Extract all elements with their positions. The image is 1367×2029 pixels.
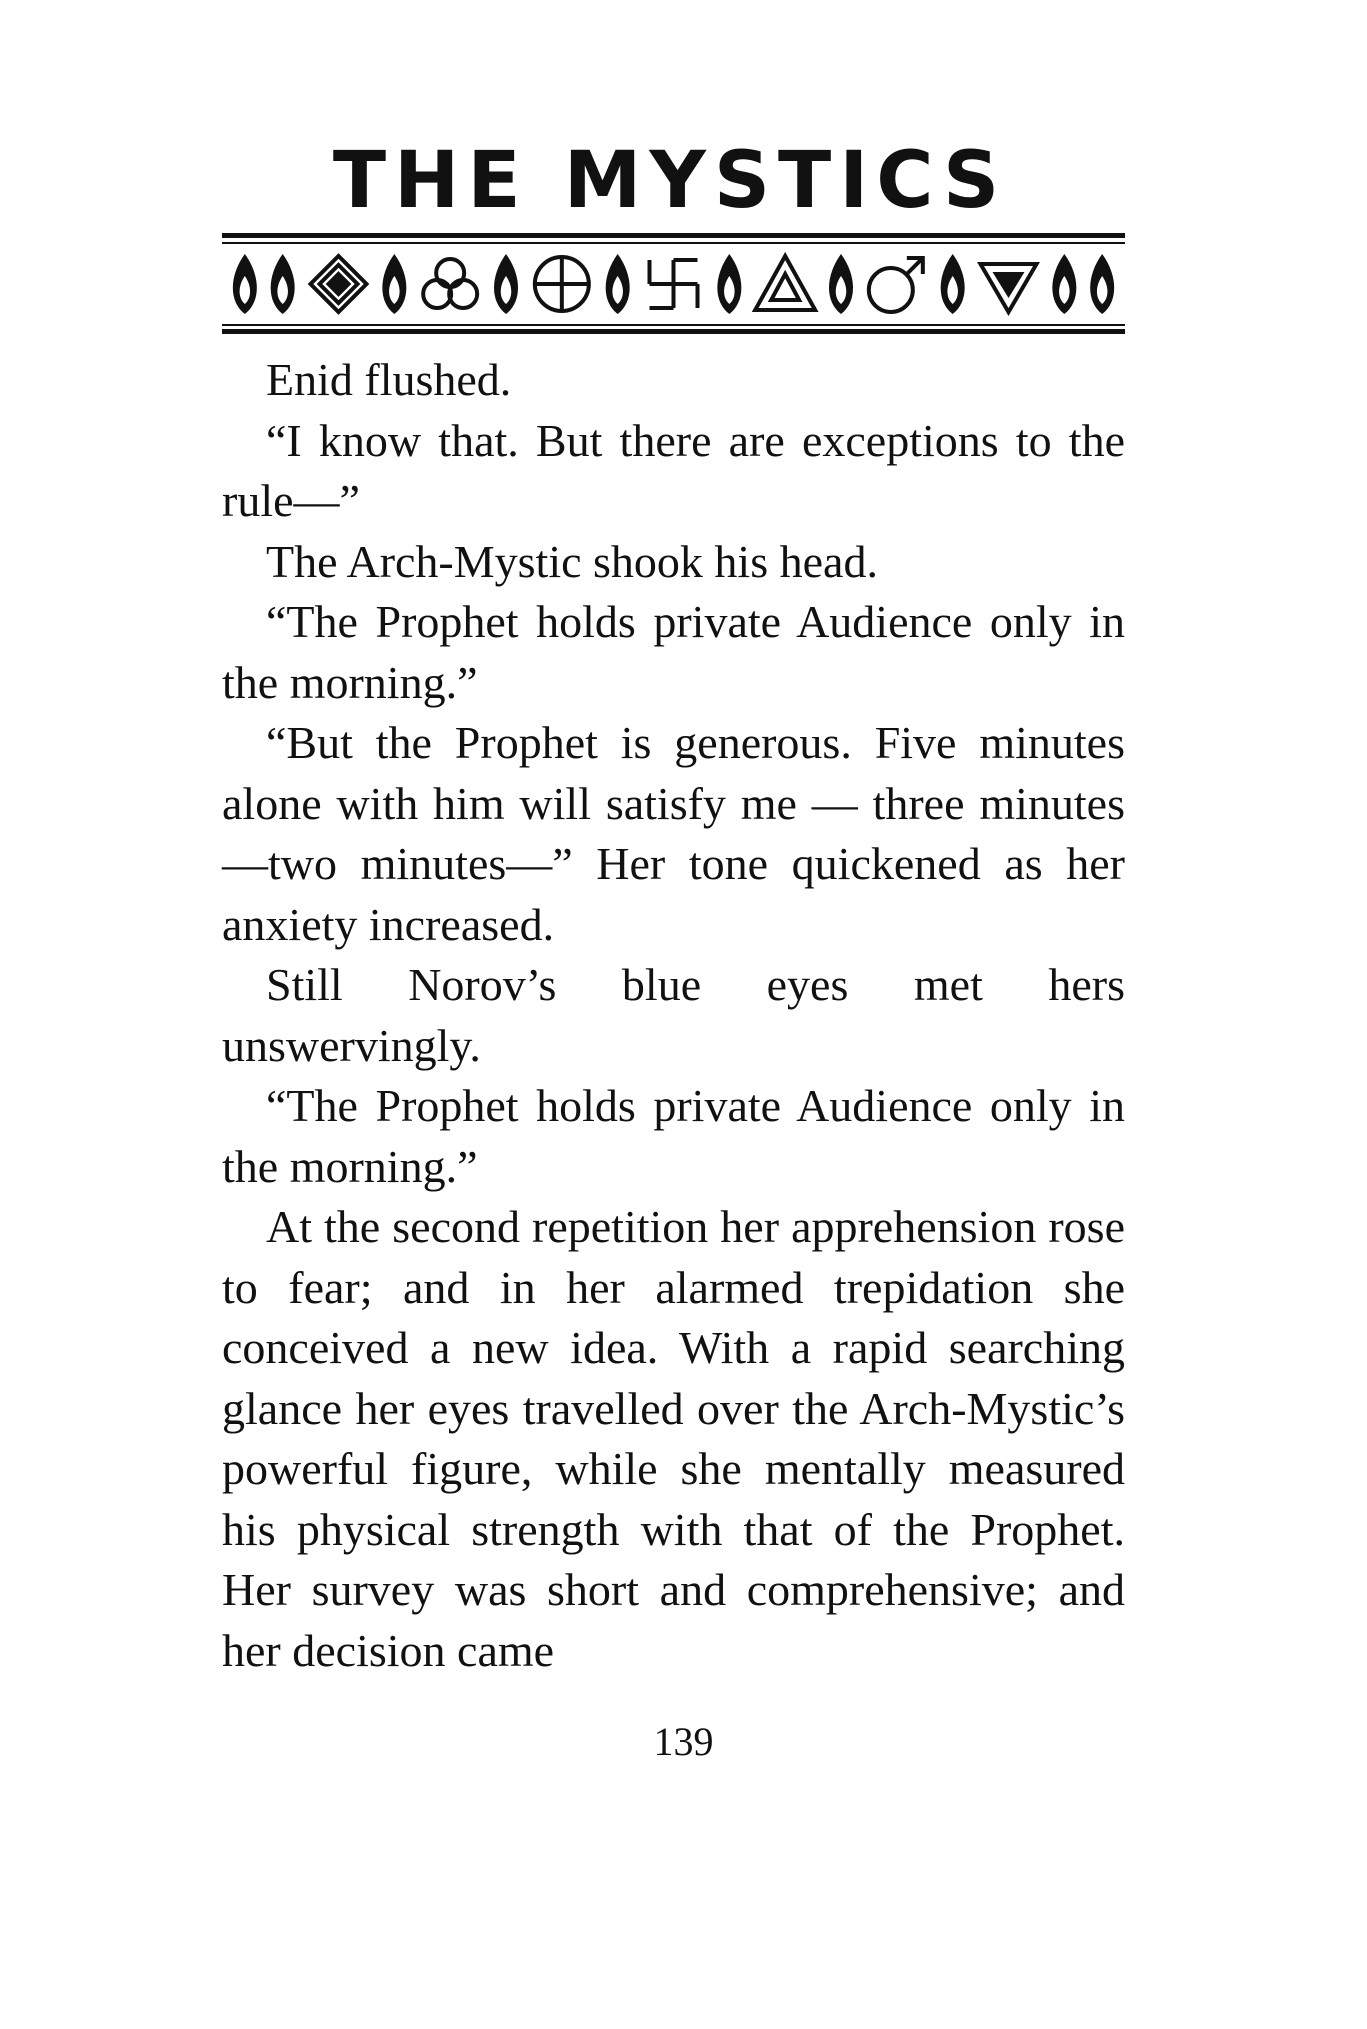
gem-heart-ornament-icon [981, 264, 1037, 312]
body-text [222, 350, 1125, 1681]
flame-ornament-icon [717, 254, 741, 314]
trefoil-knot-ornament-icon [423, 259, 477, 308]
paragraph: “I know that. But there are exceptions to the rule—” [222, 414, 1125, 526]
ornament-row [222, 248, 1125, 320]
paragraph: “The Prophet holds private Audience only in the morning.” [222, 1080, 1125, 1192]
paragraph: Still Norov’s blue eyes met hers unswervingly. [222, 959, 1125, 1071]
flame-ornament-icon [382, 254, 406, 314]
bottom-thick-rule [222, 329, 1125, 334]
diamond-ornament-icon [311, 256, 367, 312]
paragraph: Enid flushed. [266, 354, 512, 405]
running-title: THE MYSTICS [332, 136, 1008, 226]
paragraph: “The Prophet holds private Audience only in the morning.” [222, 596, 1125, 708]
cross-circle-ornament-icon [535, 257, 589, 311]
paragraph: “But the Prophet is generous. Five minutes alone with him will satisfy me — three minutes—two minutes—” Her tone quickened as her anxiety increased. [222, 717, 1125, 950]
paragraph: At the second repetition her apprehension rose to fear; and in her alarmed trepidation she conceived a new idea. With a rapid searching glance her eyes travelled over the Arch-Mystic’s powerful figure, while she mentally measured his physical strength with that of the Prophet. Her survey was short and comprehensive; and her decision came [222, 1201, 1125, 1676]
flame-ornament-icon [271, 254, 295, 314]
flame-ornament-icon [1052, 254, 1076, 314]
paragraph: The Arch-Mystic shook his head. [266, 535, 878, 587]
flame-ornament-icon [606, 254, 630, 314]
mars-symbol-ornament-icon [869, 258, 923, 312]
ornament-band [222, 233, 1125, 341]
triangle-ornament-icon [755, 256, 815, 310]
page-number: 139 [653, 1719, 714, 1764]
top-thin-rule [222, 242, 1125, 244]
swastika-ornament-icon [650, 260, 698, 308]
flame-ornament-icon [1090, 254, 1114, 314]
bottom-thin-rule [222, 324, 1125, 326]
flame-ornament-icon [941, 254, 965, 314]
flame-ornament-icon [233, 254, 257, 314]
top-thick-rule [222, 233, 1125, 238]
flame-ornament-icon [494, 254, 518, 314]
flame-ornament-icon [829, 254, 853, 314]
